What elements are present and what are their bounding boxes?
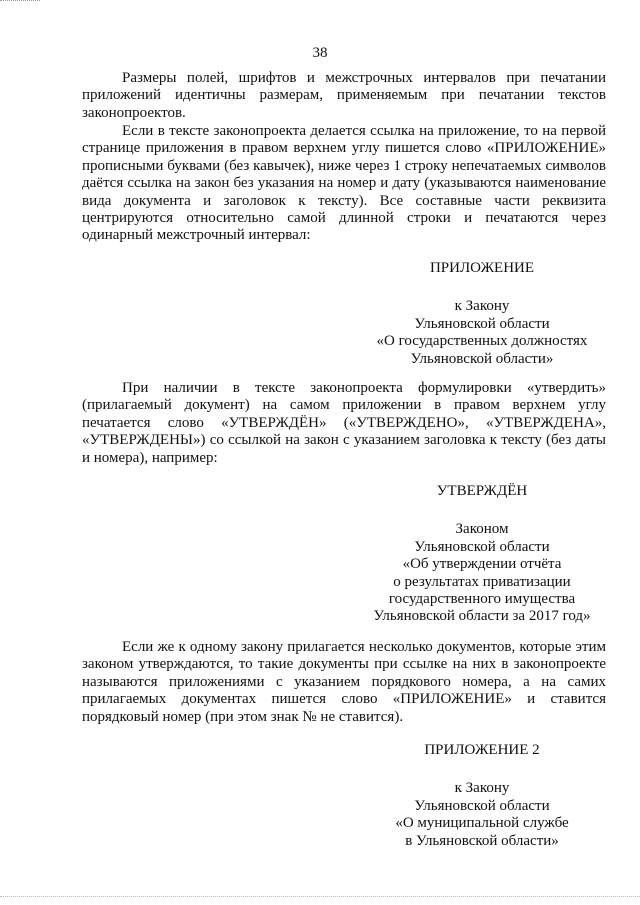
paragraph-1: Размеры полей, шрифтов и межстрочных интервалов при печатании приложений идентичны размерам, применяемым при печатании текстов законопроектов. — [82, 70, 606, 121]
example-attachment-2 — [352, 742, 612, 850]
example-attachment-2-line: «О муниципальной службе — [395, 815, 569, 832]
scan-artifact — [0, 0, 40, 7]
example-attachment-2-line: в Ульяновской области» — [405, 832, 559, 849]
example-approved-line: государственного имущества — [388, 591, 576, 608]
example-approved-line: Ульяновской области — [414, 538, 550, 555]
paragraph-4: Если же к одному закону прилагается несколько документов, которые этим законом утверждаются, то такие документы при ссылке на них в законопроекте называются приложениями с указанием порядкового номера, а на самих прилагаемых документах пишется слово «ПРИЛОЖЕНИЕ» и ставится порядковый номер (при этом знак № не ставится). — [82, 639, 606, 725]
paragraph-2: Если в тексте законопроекта делается ссылка на приложение, то на первой странице приложения в правом верхнем углу пишется слово «ПРИЛОЖЕНИЕ» прописными буквами (без кавычек), ниже через 1 строку непечатаемых символов даётся ссылка на закон без указания на номер и дату (указываются наименование вида документа и заголовок к тексту). Все составные части реквизита центрируются относительно самой длинной строки и печатаются через одинарный межстрочный интервал: — [82, 123, 606, 244]
example-approved — [352, 483, 612, 626]
example-approved-line: «Об утверждении отчёта — [402, 556, 562, 573]
example-attachment-head: ПРИЛОЖЕНИЕ — [429, 260, 535, 276]
example-attachment-line: Ульяновской области» — [410, 350, 554, 367]
example-attachment-2-head: ПРИЛОЖЕНИЕ 2 — [424, 742, 540, 758]
example-attachment-line: Ульяновской области — [414, 315, 550, 332]
example-attachment-2-line: к Закону — [454, 780, 510, 797]
page-number: 38 — [312, 45, 328, 61]
example-attachment-2-line: Ульяновской области — [414, 797, 550, 814]
example-approved-line: Ульяновской области за 2017 год» — [373, 608, 591, 625]
example-approved-head: УТВЕРЖДЁН — [436, 483, 528, 499]
scan-edge-artifact — [0, 888, 640, 897]
example-attachment-line: «О государственных должностях — [376, 333, 588, 350]
example-approved-line: о результатах приватизации — [393, 573, 571, 590]
example-attachment — [352, 260, 612, 368]
example-approved-line: Законом — [455, 521, 509, 538]
example-attachment-line: к Закону — [454, 298, 510, 315]
paragraph-3: При наличии в тексте законопроекта формулировки «утвердить» (прилагаемый документ) на самом приложении в правом верхнем углу печатается слово «УТВЕРЖДЁН» («УТВЕРЖДЕНО», «УТВЕРЖДЕНА», «УТВЕРЖДЕНЫ») со ссылкой на закон с указанием заголовка к тексту (без даты и номера), например: — [82, 380, 606, 466]
